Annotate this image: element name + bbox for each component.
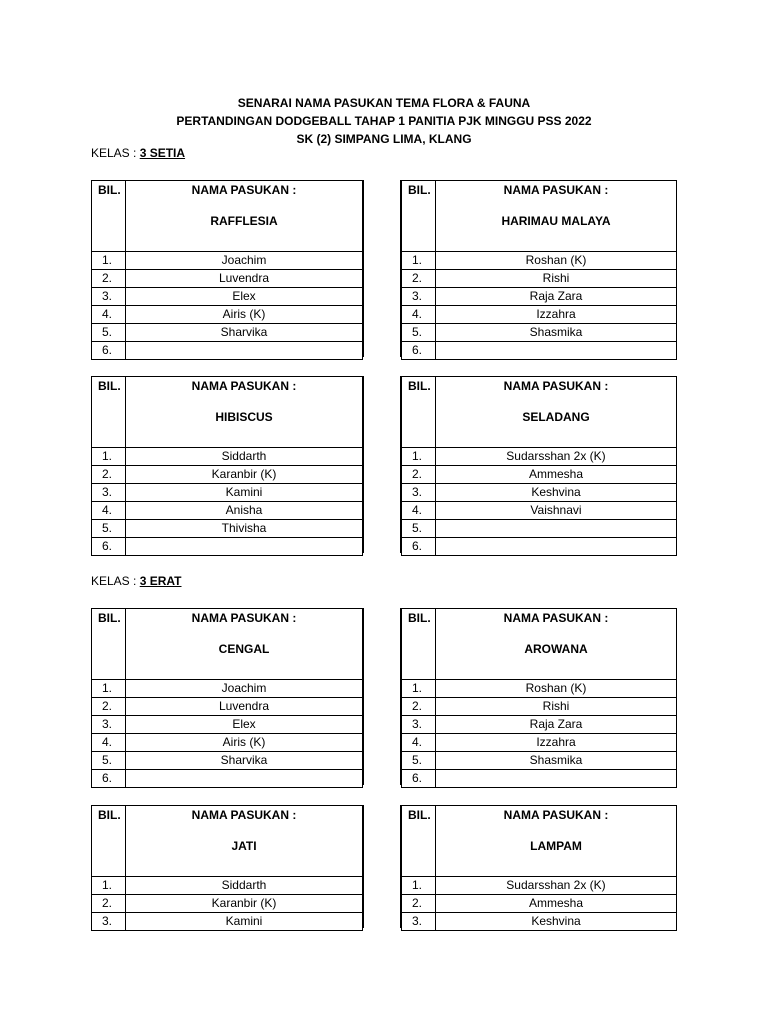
team-header-row <box>402 181 677 252</box>
member-name: Shasmika <box>436 324 677 342</box>
title-line-3: SK (2) SIMPANG LIMA, KLANG <box>296 132 472 146</box>
member-name: Elex <box>126 288 363 306</box>
table-row <box>92 734 363 752</box>
document-title <box>0 94 768 148</box>
row-number: 6. <box>92 342 126 360</box>
member-name: Izzahra <box>436 306 677 324</box>
table-row <box>402 466 677 484</box>
team-header-row <box>92 609 363 680</box>
row-number: 1. <box>402 680 436 698</box>
title-line-1: SENARAI NAMA PASUKAN TEMA FLORA & FAUNA <box>237 96 531 110</box>
row-number: 2. <box>92 466 126 484</box>
row-number: 1. <box>402 448 436 466</box>
kelas-name: 3 SETIA <box>139 146 186 160</box>
row-number: 3. <box>92 716 126 734</box>
row-number: 3. <box>92 484 126 502</box>
member-name: Kamini <box>126 913 363 931</box>
member-name <box>126 538 363 556</box>
member-name: Karanbir (K) <box>126 466 363 484</box>
bil-header: BIL. <box>402 806 436 877</box>
bil-header: BIL. <box>92 609 126 680</box>
table-row <box>92 288 363 306</box>
table-row <box>402 252 677 270</box>
member-name <box>126 770 363 788</box>
row-number: 4. <box>402 734 436 752</box>
team-name-header <box>436 181 677 252</box>
table-row <box>402 680 677 698</box>
member-name: Siddarth <box>126 877 363 895</box>
row-number: 3. <box>402 716 436 734</box>
title-line-2: PERTANDINGAN DODGEBALL TAHAP 1 PANITIA PJK MINGGU PSS 2022 <box>176 114 592 128</box>
table-row <box>92 306 363 324</box>
table-row <box>92 342 363 360</box>
table-row <box>402 270 677 288</box>
table-row <box>402 895 677 913</box>
nama-pasukan-label: NAMA PASUKAN : <box>503 808 609 822</box>
member-name <box>436 342 677 360</box>
row-number: 5. <box>402 752 436 770</box>
table-row <box>402 324 677 342</box>
table-row <box>402 716 677 734</box>
team-table-left <box>91 376 363 556</box>
table-row <box>402 288 677 306</box>
row-number: 5. <box>402 520 436 538</box>
nama-pasukan-label: NAMA PASUKAN : <box>503 379 609 393</box>
table-row <box>92 324 363 342</box>
member-name <box>126 342 363 360</box>
team-name-header <box>126 181 363 252</box>
team-table-right <box>401 180 677 360</box>
member-name: Rishi <box>436 698 677 716</box>
team-name: AROWANA <box>524 642 588 656</box>
row-number: 5. <box>92 752 126 770</box>
team-header-row <box>402 609 677 680</box>
bil-header: BIL. <box>92 377 126 448</box>
table-row <box>92 752 363 770</box>
table-row <box>92 698 363 716</box>
row-number: 2. <box>402 895 436 913</box>
table-row <box>402 484 677 502</box>
member-name: Elex <box>126 716 363 734</box>
team-table-right <box>401 805 677 931</box>
row-number: 3. <box>402 288 436 306</box>
table-row <box>402 734 677 752</box>
bil-header: BIL. <box>402 377 436 448</box>
row-number: 5. <box>92 324 126 342</box>
table-row <box>92 895 363 913</box>
member-name: Raja Zara <box>436 288 677 306</box>
team-name-header <box>436 806 677 877</box>
row-number: 1. <box>92 877 126 895</box>
table-row <box>92 502 363 520</box>
row-number: 1. <box>92 252 126 270</box>
row-number: 5. <box>92 520 126 538</box>
member-name: Joachim <box>126 252 363 270</box>
member-name: Joachim <box>126 680 363 698</box>
bil-header: BIL. <box>92 806 126 877</box>
row-number: 6. <box>92 538 126 556</box>
row-number: 6. <box>402 538 436 556</box>
member-name: Sudarsshan 2x (K) <box>436 877 677 895</box>
table-row <box>402 877 677 895</box>
team-name-header <box>436 377 677 448</box>
member-name: Thivisha <box>126 520 363 538</box>
column-gap <box>363 180 401 357</box>
table-row <box>92 252 363 270</box>
table-row <box>402 698 677 716</box>
nama-pasukan-label: NAMA PASUKAN : <box>503 183 609 197</box>
kelas-prefix: KELAS : <box>91 574 140 588</box>
member-name: Luvendra <box>126 270 363 288</box>
table-row <box>92 466 363 484</box>
member-name: Ammesha <box>436 466 677 484</box>
nama-pasukan-label: NAMA PASUKAN : <box>503 611 609 625</box>
bil-header: BIL. <box>402 609 436 680</box>
member-name: Airis (K) <box>126 734 363 752</box>
team-table-right <box>401 376 677 556</box>
team-name: LAMPAM <box>530 839 582 853</box>
team-name-header <box>436 609 677 680</box>
row-number: 3. <box>92 913 126 931</box>
member-name: Sudarsshan 2x (K) <box>436 448 677 466</box>
team-name: CENGAL <box>218 642 270 656</box>
column-gap <box>363 376 401 553</box>
member-name: Sharvika <box>126 752 363 770</box>
row-number: 3. <box>402 484 436 502</box>
member-name: Keshvina <box>436 484 677 502</box>
team-name: SELADANG <box>522 410 590 424</box>
kelas-label <box>91 574 182 588</box>
row-number: 4. <box>92 734 126 752</box>
row-number: 1. <box>92 680 126 698</box>
row-number: 2. <box>402 270 436 288</box>
table-row <box>402 306 677 324</box>
member-name: Shasmika <box>436 752 677 770</box>
member-name <box>436 770 677 788</box>
row-number: 4. <box>402 502 436 520</box>
team-table-right <box>401 608 677 788</box>
row-number: 6. <box>402 770 436 788</box>
team-name-header <box>126 377 363 448</box>
row-number: 1. <box>402 252 436 270</box>
row-number: 3. <box>92 288 126 306</box>
table-row <box>92 770 363 788</box>
nama-pasukan-label: NAMA PASUKAN : <box>191 808 297 822</box>
member-name: Roshan (K) <box>436 252 677 270</box>
row-number: 1. <box>402 877 436 895</box>
team-table-left <box>91 180 363 360</box>
row-number: 6. <box>92 770 126 788</box>
nama-pasukan-label: NAMA PASUKAN : <box>191 611 297 625</box>
row-number: 5. <box>402 324 436 342</box>
table-row <box>402 342 677 360</box>
table-row <box>92 520 363 538</box>
column-gap <box>363 608 401 785</box>
team-header-row <box>402 377 677 448</box>
table-row <box>402 520 677 538</box>
team-name: RAFFLESIA <box>210 214 278 228</box>
member-name: Ammesha <box>436 895 677 913</box>
nama-pasukan-label: NAMA PASUKAN : <box>191 183 297 197</box>
table-row <box>402 502 677 520</box>
kelas-label <box>91 146 185 160</box>
row-number: 2. <box>92 270 126 288</box>
row-number: 1. <box>92 448 126 466</box>
member-name: Sharvika <box>126 324 363 342</box>
row-number: 2. <box>402 698 436 716</box>
table-row <box>402 448 677 466</box>
team-pair <box>91 376 679 553</box>
team-table-left <box>91 805 363 931</box>
table-row <box>92 716 363 734</box>
row-number: 2. <box>92 895 126 913</box>
table-row <box>402 538 677 556</box>
member-name: Anisha <box>126 502 363 520</box>
table-row <box>92 877 363 895</box>
row-number: 3. <box>402 913 436 931</box>
table-row <box>402 770 677 788</box>
member-name: Vaishnavi <box>436 502 677 520</box>
member-name: Rishi <box>436 270 677 288</box>
team-name-header <box>126 609 363 680</box>
team-name: HARIMAU MALAYA <box>501 214 611 228</box>
row-number: 2. <box>402 466 436 484</box>
row-number: 4. <box>92 306 126 324</box>
table-row <box>402 913 677 931</box>
member-name: Izzahra <box>436 734 677 752</box>
team-name-header <box>126 806 363 877</box>
table-row <box>92 680 363 698</box>
member-name <box>436 538 677 556</box>
member-name: Luvendra <box>126 698 363 716</box>
member-name: Airis (K) <box>126 306 363 324</box>
team-header-row <box>402 806 677 877</box>
team-pair <box>91 805 679 928</box>
team-name: HIBISCUS <box>215 410 273 424</box>
kelas-prefix: KELAS : <box>91 146 140 160</box>
team-pair <box>91 608 679 785</box>
team-table-left <box>91 608 363 788</box>
team-name: JATI <box>231 839 257 853</box>
member-name <box>436 520 677 538</box>
row-number: 4. <box>402 306 436 324</box>
bil-header: BIL. <box>402 181 436 252</box>
team-header-row <box>92 806 363 877</box>
table-row <box>402 752 677 770</box>
team-pair <box>91 180 679 357</box>
member-name: Roshan (K) <box>436 680 677 698</box>
bil-header: BIL. <box>92 181 126 252</box>
row-number: 6. <box>402 342 436 360</box>
table-row <box>92 913 363 931</box>
kelas-name: 3 ERAT <box>139 574 182 588</box>
nama-pasukan-label: NAMA PASUKAN : <box>191 379 297 393</box>
team-header-row <box>92 377 363 448</box>
column-gap <box>363 805 401 928</box>
row-number: 4. <box>92 502 126 520</box>
row-number: 2. <box>92 698 126 716</box>
table-row <box>92 270 363 288</box>
member-name: Siddarth <box>126 448 363 466</box>
member-name: Karanbir (K) <box>126 895 363 913</box>
member-name: Raja Zara <box>436 716 677 734</box>
member-name: Kamini <box>126 484 363 502</box>
table-row <box>92 448 363 466</box>
table-row <box>92 484 363 502</box>
table-row <box>92 538 363 556</box>
team-header-row <box>92 181 363 252</box>
member-name: Keshvina <box>436 913 677 931</box>
